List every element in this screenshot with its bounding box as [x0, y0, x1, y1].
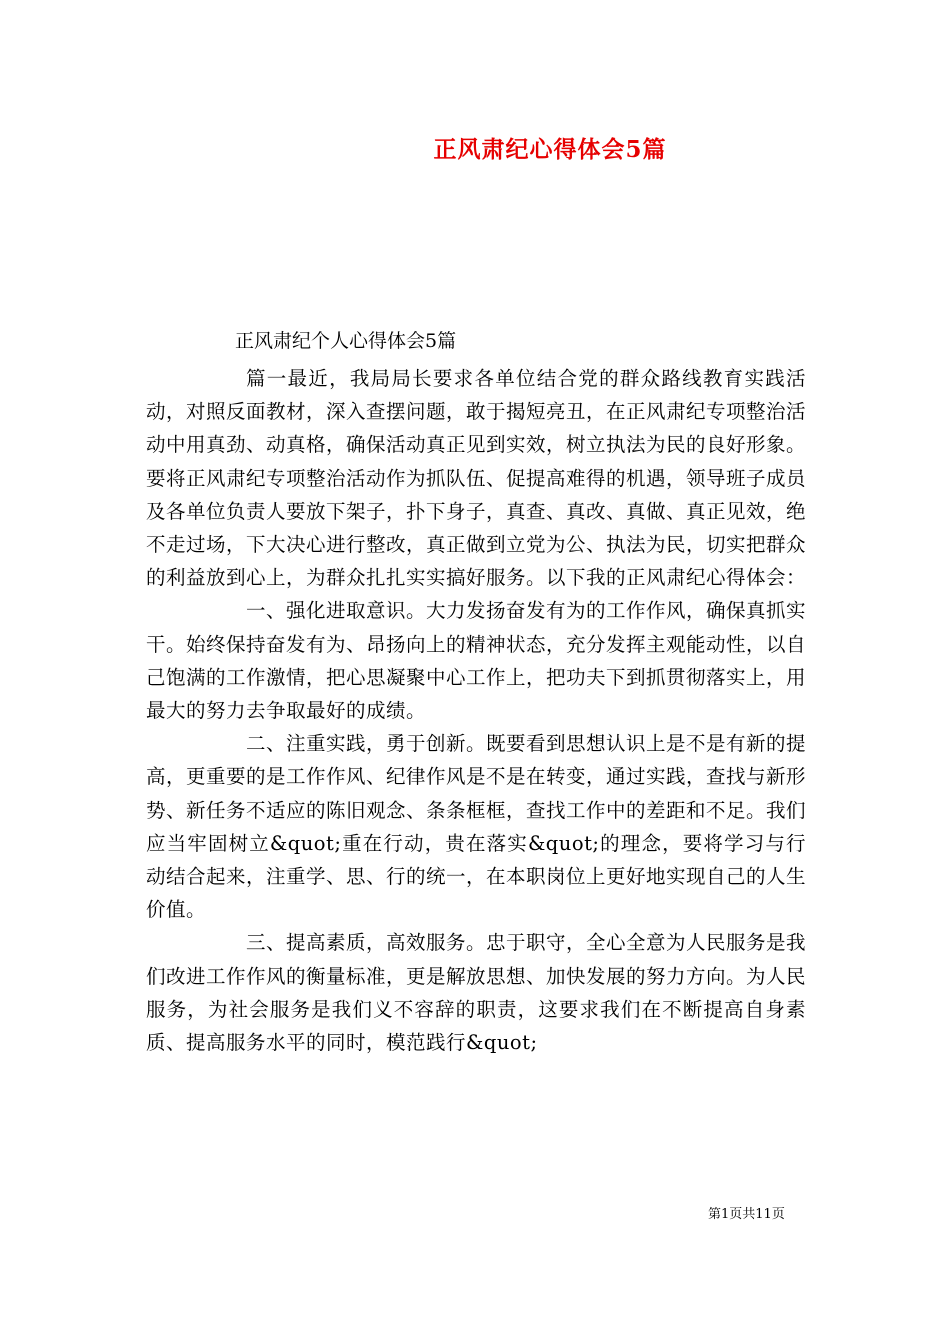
paragraph-intro: 篇一最近，我局局长要求各单位结合党的群众路线教育实践活动，对照反面教材，深入查摆问题，敢于揭短亮丑，在正风肃纪专项整治活动中用真劲、动真格，确保活动真正见到实效，树立执法为民的良好形象。要将正风肃纪专项整治活动作为抓队伍、促提高难得的机遇，领导班子成员及各单位负责人要放下架子，扑下身子，真查、真改、真做、真正见效，绝不走过场，下大决心进行整改，真正做到立党为公、执法为民，切实把群众的利益放到心上，为群众扎扎实实搞好服务。以下我的正风肃纪心得体会： [146, 367, 807, 590]
paragraph-point-3: 三、提高素质，高效服务。忠于职守，全心全意为人民服务是我们改进工作作风的衡量标准，更是解放思想、加快发展的努力方向。为人民服务，为社会服务是我们义不容辞的职责，这要求我们在不断提高自身素质、提高服务水平的同时，模范践行&quot; [146, 931, 807, 1055]
document-subtitle: 正风肃纪个人心得体会5篇 [235, 330, 457, 352]
document-title: 正风肃纪心得体会5篇 [433, 136, 667, 163]
document-body [146, 362, 806, 1059]
paragraph-point-1: 一、强化进取意识。大力发扬奋发有为的工作作风，确保真抓实干。始终保持奋发有为、昂扬向上的精神状态，充分发挥主观能动性，以自己饱满的工作激情，把心思凝聚中心工作上，把功夫下到抓贯彻落实上，用最大的努力去争取最好的成绩。 [146, 599, 807, 723]
paragraph-point-2: 二、注重实践，勇于创新。既要看到思想认识上是不是有新的提高，更重要的是工作作风、纪律作风是不是在转变，通过实践，查找与新形势、新任务不适应的陈旧观念、条条框框，查找工作中的差距和不足。我们应当牢固树立&quot;重在行动，贵在落实&quot;的理念，要将学习与行动结合起来，注重学、思、行的统一，在本职岗位上更好地实现自己的人生价值。 [146, 732, 807, 922]
page-number: 第1页共11页 [708, 1207, 785, 1222]
